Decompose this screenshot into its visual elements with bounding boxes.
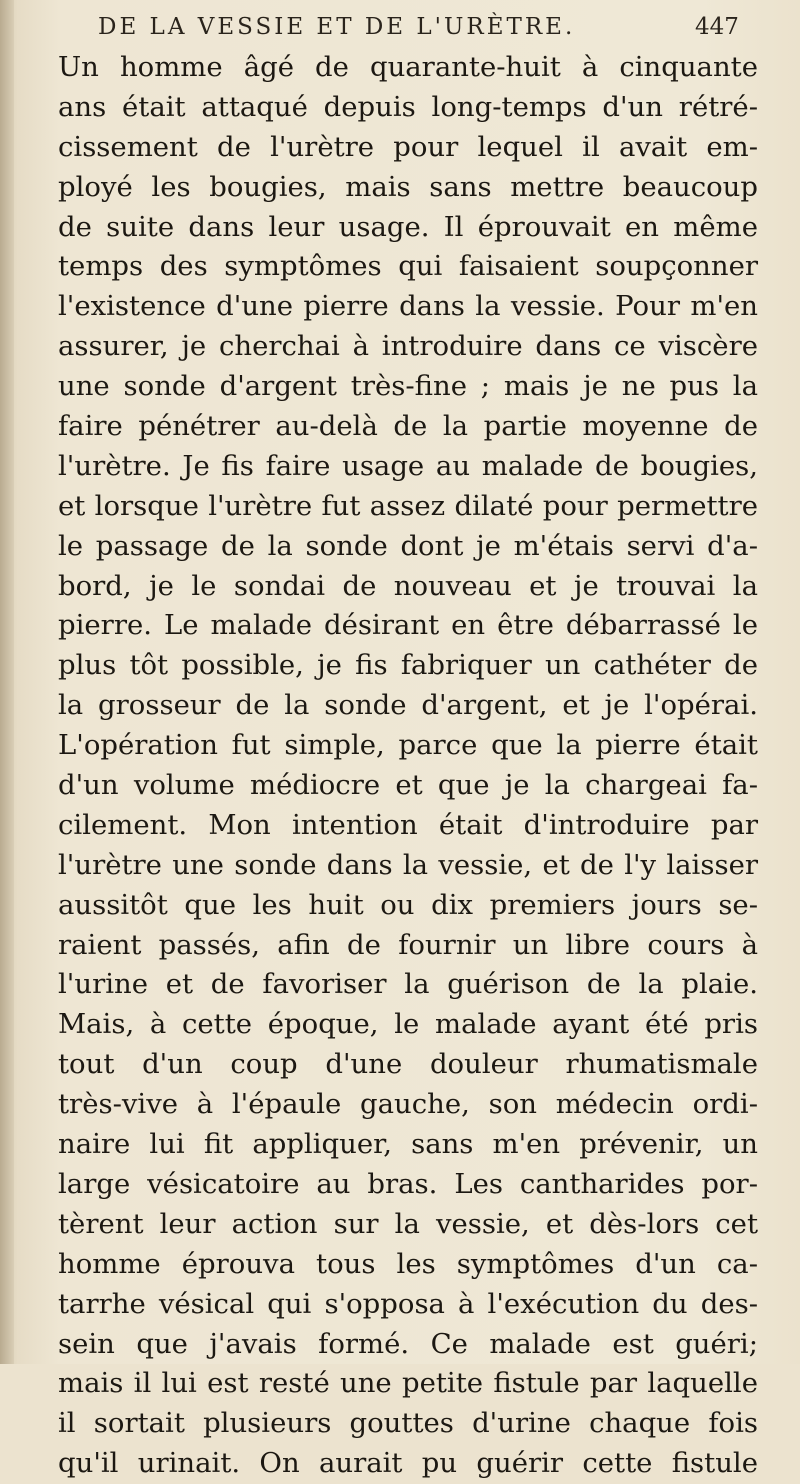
text-line: large vésicatoire au bras. Les cantharides por-: [58, 1167, 758, 1200]
text-line: l'urine et de favoriser la guérison de la plaie.: [58, 968, 758, 1001]
text-line: très-vive à l'épaule gauche, son médecin ordi-: [58, 1088, 758, 1121]
text-line: ployé les bougies, mais sans mettre beaucoup: [58, 170, 758, 203]
text-line: Un homme âgé de quarante-huit à cinquante: [58, 51, 758, 83]
text-line: et lorsque l'urètre fut assez dilaté pour permettre: [58, 489, 758, 522]
text-line: temps des symptômes qui faisaient soupçonner: [58, 250, 758, 283]
text-line: il sortait plusieurs gouttes d'urine chaque fois: [58, 1407, 758, 1440]
text-line: naire lui fit appliquer, sans m'en prévenir, un: [58, 1128, 758, 1161]
text-line: pierre. Le malade désirant en être débarrassé le: [58, 609, 758, 642]
text-line: l'existence d'une pierre dans la vessie. Pour m'en: [58, 290, 758, 323]
text-line: sein que j'avais formé. Ce malade est guéri;: [58, 1327, 758, 1360]
text-line: d'un volume médiocre et que je la chargeai fa-: [58, 769, 758, 802]
text-line: cilement. Mon intention était d'introduire par: [58, 808, 758, 841]
text-line: faire pénétrer au-delà de la partie moyenne de: [58, 410, 758, 443]
text-line: assurer, je cherchai à introduire dans ce viscère: [58, 330, 758, 363]
text-line: le passage de la sonde dont je m'étais servi d'a-: [58, 529, 758, 562]
page-gutter: [0, 0, 14, 1364]
body-paragraph: [58, 48, 758, 1484]
text-line: bord, je le sondai de nouveau et je trouvai la: [58, 569, 758, 602]
text-line: tèrent leur action sur la vessie, et dès-lors cet: [58, 1207, 758, 1240]
text-line: aussitôt que les huit ou dix premiers jours se-: [58, 888, 758, 921]
text-line: l'urètre une sonde dans la vessie, et de l'y laisser: [58, 848, 758, 881]
text-line: de suite dans leur usage. Il éprouvait en même: [58, 210, 758, 243]
text-line: plus tôt possible, je fis fabriquer un cathéter de: [58, 649, 758, 682]
running-head-title: DE LA VESSIE ET DE L'URÈTRE.: [98, 14, 576, 40]
text-line: la grosseur de la sonde d'argent, et je l'opérai.: [58, 689, 758, 722]
text-line: Mais, à cette époque, le malade ayant été pris: [58, 1008, 758, 1041]
text-line: qu'il urinait. On aurait pu guérir cette fistule: [58, 1447, 758, 1480]
text-line: cissement de l'urètre pour lequel il avait em-: [58, 130, 758, 163]
text-line: tout d'un coup d'une douleur rhumatismale: [58, 1048, 758, 1081]
text-line: l'urètre. Je fis faire usage au malade de bougies,: [58, 449, 758, 482]
page-number: 447: [695, 14, 739, 40]
text-line: homme éprouva tous les symptômes d'un ca-: [58, 1247, 758, 1280]
text-line: tarrhe vésical qui s'opposa à l'exécution du des-: [58, 1287, 758, 1320]
text-line: une sonde d'argent très-fine ; mais je ne pus la: [58, 370, 758, 403]
text-line: mais il lui est resté une petite fistule par laquelle: [58, 1367, 758, 1400]
text-line: raient passés, afin de fournir un libre cours à: [58, 928, 758, 961]
text-line: ans était attaqué depuis long-temps d'un rétré-: [58, 90, 758, 123]
text-line: L'opération fut simple, parce que la pierre était: [58, 729, 758, 762]
